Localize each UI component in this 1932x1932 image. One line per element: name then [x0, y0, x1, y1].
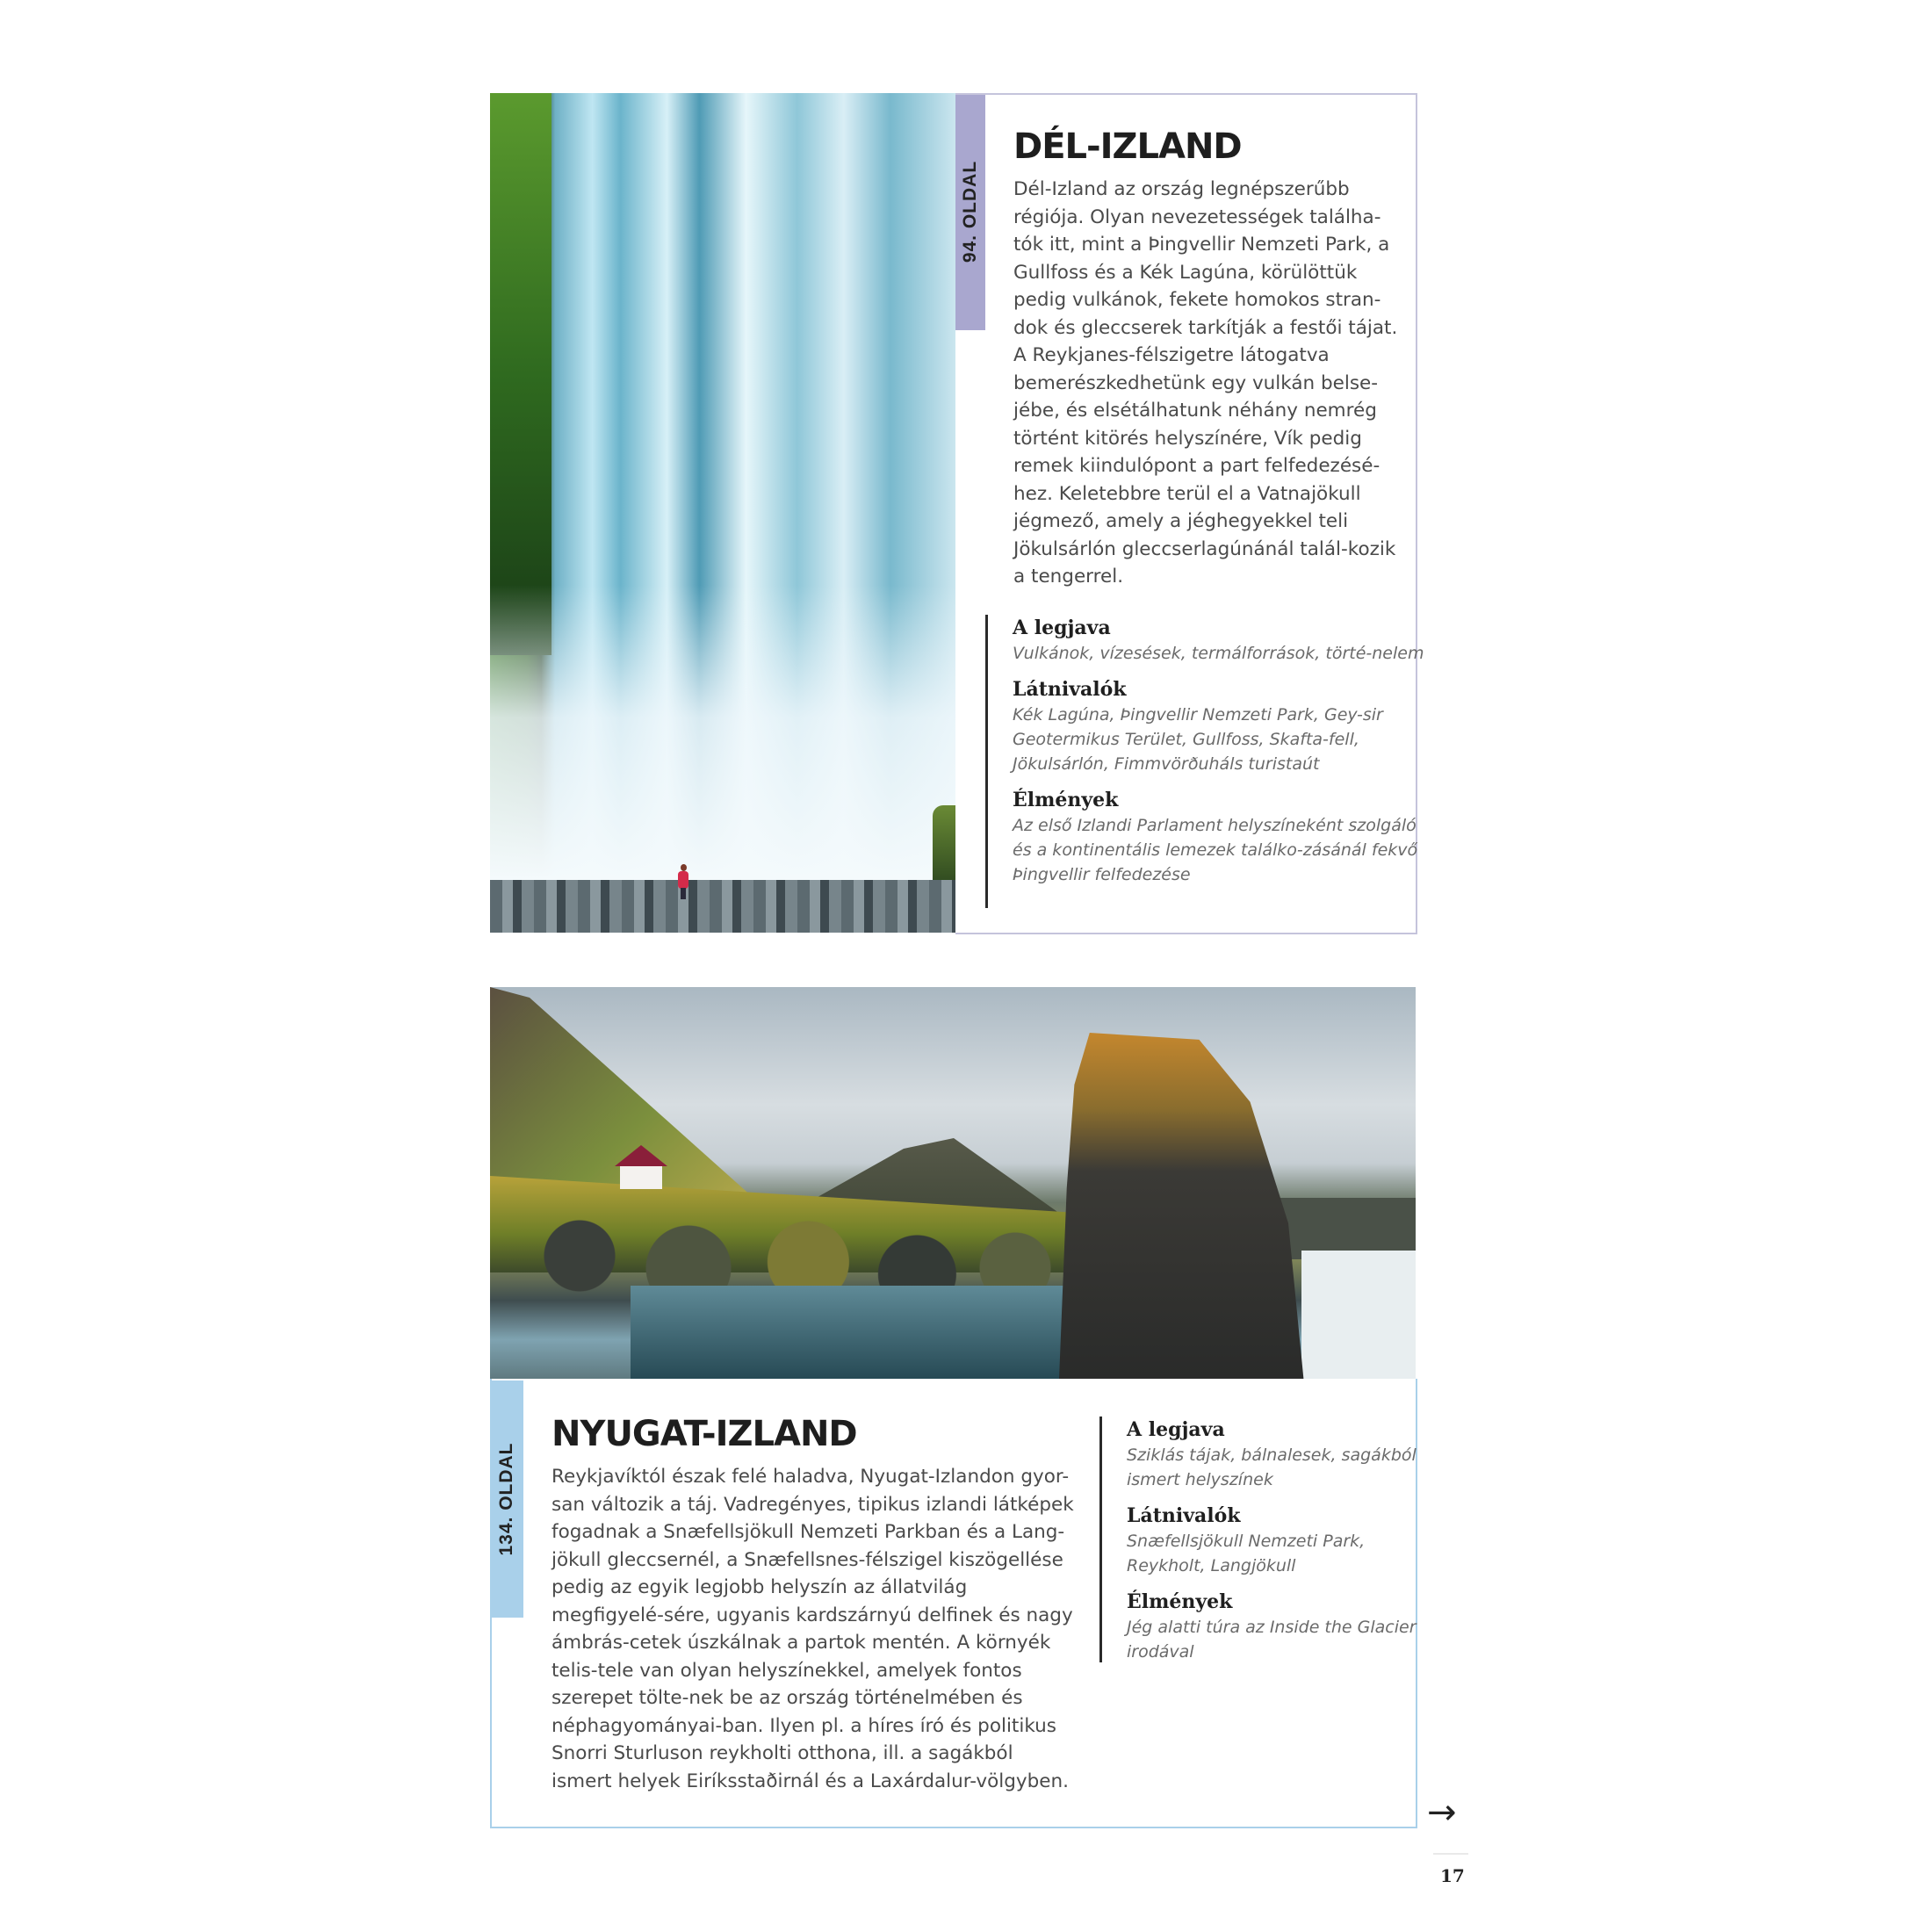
sea — [1301, 1251, 1416, 1379]
page-number: 17 — [1440, 1865, 1465, 1886]
moss-cliff — [490, 93, 551, 655]
fact-heading: Látnivalók — [1127, 1504, 1241, 1527]
fact-text: Snæfellsjökull Nemzeti Park, Reykholt, Langjökull — [1127, 1532, 1366, 1575]
page-ref-tab-west[interactable] — [490, 1381, 523, 1618]
region-description: Dél-Izland az ország legnépszerűbb régiója. Olyan nevezetességek találha-tók itt, mint a Þingvellir Nemzeti Park, a Gullfoss és a Kék Lagúna, körülöttük pedig vulkánok, fekete homokos stran-dok és gleccserek tarkítják a festői tájat. A Reykjanes-félszigetre látogatva bemerészkedhetünk egy vulkán belse-jébe, és elsétálhatunk néhány nemrég történt kitörés helyszínére, Vík pedig remek kiindulópont a part felfedezésé-hez. Keletebbre terül el a Vatnajökull jégmező, amely a jéghegyekkel teli Jökulsárlón gleccserlagúnánál talál-kozik a tengerrel. — [1013, 178, 1398, 588]
person-in-red-jacket — [678, 864, 688, 899]
basalt-rock-pillar — [1059, 1033, 1314, 1379]
white-house — [615, 1145, 667, 1189]
page-ref-label: 134. OLDAL — [496, 1442, 516, 1556]
region-description: Reykjavíktól észak felé haladva, Nyugat-Izlandon gyor-san változik a táj. Vadregényes, tipikus izlandi látképek fogadnak a Snæfellsjökull Nemzeti Parkban és a Lang-jökull gleccsernél, a Snæfellsnes-félszigel kiszögellése pedig az egyik legjobb helyszín az állatvilág megfigyelé-sére, ugyanis kardszárnyú delfinek és nagy ámbrás-cetek úszkálnak a partok mentén. A környék telis-tele van olyan helyszínekkel, amelyek fontos szerepet tölte-nek be az ország történelmében és néphagyományai-ban. Ilyen pl. a híres író és politikus Snorri Sturluson reykholti otthona, ill. a sagákból ismert helyek Eiríksstaðirnál és a Laxárdalur-völgyben. — [551, 1466, 1074, 1792]
facts-list-south — [985, 615, 1425, 908]
coastline-photo — [490, 987, 1416, 1379]
waterfall-mist — [490, 585, 955, 880]
waterfall-photo — [490, 93, 955, 933]
region-title: NYUGAT-IZLAND — [551, 1414, 857, 1454]
right-cliff — [933, 805, 955, 884]
next-page-arrow-icon[interactable]: → — [1427, 1792, 1457, 1833]
fact-text: Vulkánok, vízesések, termálforrások, törté-nelem — [1013, 644, 1424, 663]
fact-heading: A legjava — [1127, 1418, 1225, 1441]
region-title: DÉL-IZLAND — [1013, 126, 1242, 167]
fact-text: Jég alatti túra az Inside the Glacier irodával — [1127, 1618, 1417, 1662]
fact-heading: A legjava — [1013, 616, 1111, 639]
fact-text: Sziklás tájak, bálnalesek, sagákból ismert helyszínek — [1127, 1445, 1417, 1489]
fact-heading: Élmények — [1127, 1590, 1233, 1613]
west-iceland-text — [551, 1414, 1078, 1795]
fact-heading: Élmények — [1013, 789, 1119, 811]
fact-heading: Látnivalók — [1013, 678, 1127, 701]
fact-text: Az első Izlandi Parlament helyszíneként szolgáló és a kontinentális lemezek találko-zásánál fekvő Þingvellir felfedezése — [1013, 816, 1418, 884]
rocky-riverbed — [490, 880, 955, 933]
fact-text: Kék Lagúna, Þingvellir Nemzeti Park, Gey-sir Geotermikus Terület, Gullfoss, Skafta-fell, Jökulsárlón, Fimmvörðuháls turistaút — [1013, 705, 1383, 774]
page-number-rule — [1433, 1853, 1468, 1855]
facts-list-west — [1099, 1417, 1425, 1662]
page-ref-label: 94. OLDAL — [960, 160, 980, 263]
